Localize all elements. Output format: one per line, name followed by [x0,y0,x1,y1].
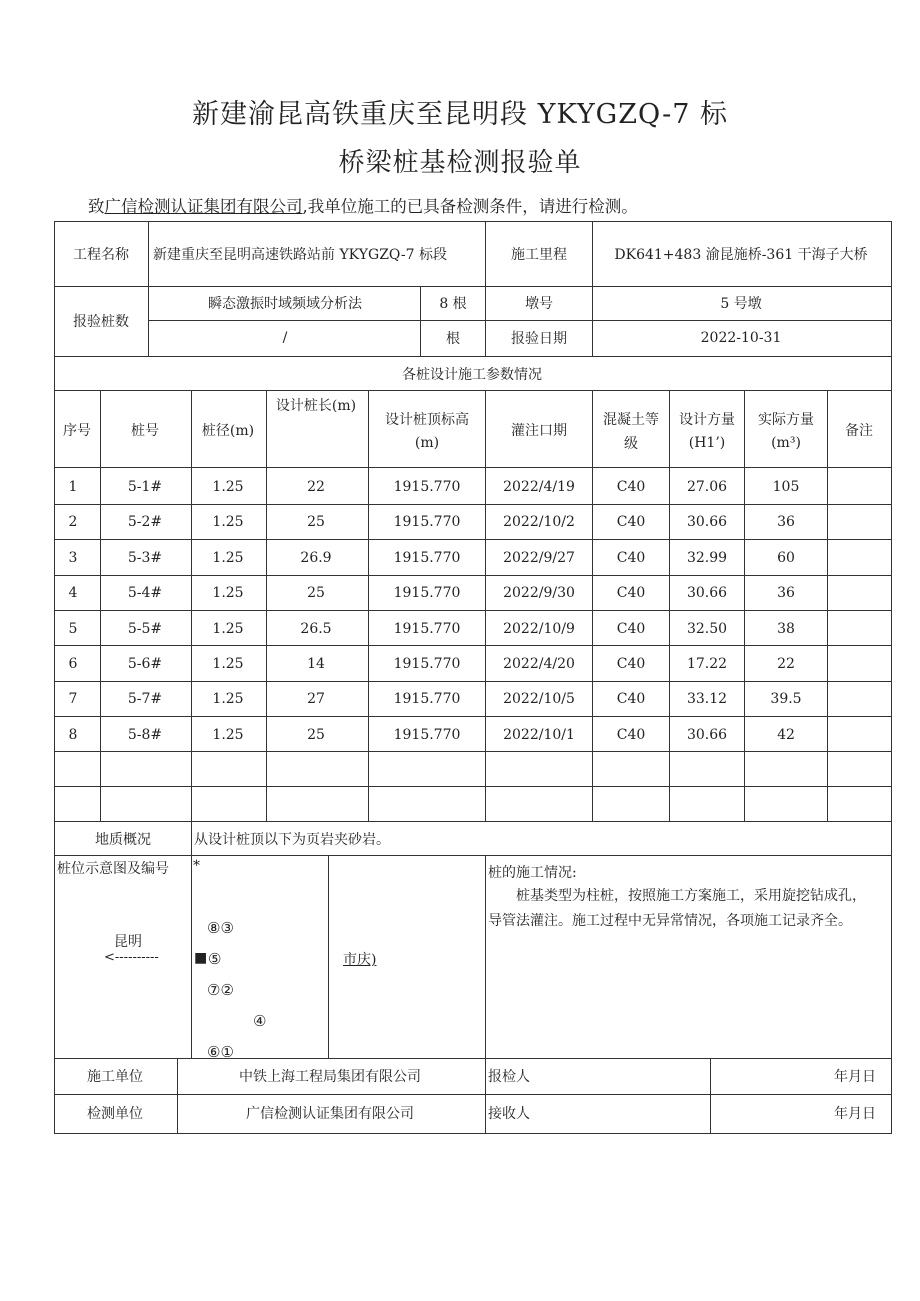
pile-4: ④ [253,1012,267,1030]
grid-line [485,390,486,822]
count1: 8 根 [439,296,467,312]
grid-line [54,504,892,505]
construction-line2: 导管法灌注。施工过程中无异常情况，各项施工记录齐全。 [488,913,852,929]
cell-conc: C40 [616,726,646,743]
cell-pile: 5-2# [127,514,163,531]
grid-line [191,390,192,822]
grid-line [148,221,149,357]
col-concrete-2: 级 [624,436,638,452]
col-concrete-1: 混凝土等 [603,412,659,428]
cell-dia: 1.25 [212,585,244,602]
grid-line [485,855,486,1059]
test-unit-label: 检测单位 [87,1106,143,1122]
cell-conc: C40 [616,656,646,672]
grid-line [54,221,55,1134]
cell-dia: 1.25 [212,691,244,708]
cell-dia: 1.25 [212,549,244,566]
col-len: 设计桩长(m) [275,398,357,414]
date-value: 2022-10-31 [700,330,782,346]
section-title: 各桩设计施工参数情况 [402,367,542,383]
cell-no: 3 [68,549,78,566]
col-avol-2: (m³) [771,435,801,451]
cell-top: 1915.770 [393,479,461,495]
cell-conc: C40 [616,585,646,602]
date-label: 报验日期 [511,331,567,347]
cell-dvol: 30.66 [686,514,728,531]
cell-dia: 1.25 [212,620,244,637]
cell-avol: 39.5 [770,691,802,708]
test-unit-value: 广信检测认证集团有限公司 [246,1106,414,1122]
col-remark: 备注 [845,423,873,439]
kunming-label: 昆明 [114,934,142,950]
pile-5: ⑤ [208,950,222,968]
grid-line [54,855,892,856]
grid-line [328,855,329,1059]
unit-value: 中铁上海工程局集团有限公司 [239,1069,421,1085]
grid-line [368,390,369,822]
receiver-label: 接收人 [488,1106,530,1122]
cell-top: 1915.770 [393,585,461,602]
cell-avol: 22 [777,656,795,672]
cell-dvol: 32.99 [686,549,728,566]
geology-value: 从设计桩顶以下为页岩夹砂岩。 [194,832,390,848]
grid-line [148,320,892,321]
col-dvol-2: (H1’) [688,435,726,451]
grid-line [54,681,892,682]
cell-top: 1915.770 [393,726,461,743]
col-no: 序号 [63,423,91,439]
mileage-value: DK641+483 渝昆施桥-361 干海子大桥 [614,247,868,263]
cell-len: 26.9 [300,549,332,566]
cell-no: 2 [68,514,78,531]
cell-pile: 5-4# [127,585,163,602]
cell-top: 1915.770 [393,620,461,637]
cell-len: 22 [307,479,325,495]
grid-line [54,539,892,540]
cell-date: 2022/10/9 [503,620,575,637]
cell-conc: C40 [616,479,646,495]
cell-dvol: 30.66 [686,585,728,602]
grid-line [54,786,892,787]
cell-pile: 5-6# [127,656,163,672]
col-pour: 灌注口期 [511,423,567,439]
grid-line [54,1094,892,1095]
inspector-label: 报检人 [488,1069,530,1085]
grid-line [710,1058,711,1134]
cell-pile: 5-1# [127,479,163,495]
pile-8-3: ⑧③ [207,919,234,937]
grid-line [54,751,892,752]
cell-avol: 105 [772,479,800,495]
cell-no: 6 [68,656,78,672]
cell-conc: C40 [616,514,646,531]
grid-line [177,1058,178,1134]
cell-date: 2022/4/19 [503,479,575,495]
cell-date: 2022/9/27 [503,549,575,566]
cell-no: 5 [68,620,78,637]
form-title-line1: 新建渝昆高铁重庆至昆明段 YKYGZQ-7 标 [191,99,728,130]
pile-6-1: ⑥① [207,1043,234,1061]
cell-no: 4 [68,585,78,602]
cell-pile: 5-7# [127,691,163,708]
cell-dvol: 30.66 [686,726,728,743]
recipient-company: 广信检测认证集团有限公司 [104,197,303,216]
cell-pile: 5-3# [127,549,163,566]
cell-dvol: 17.22 [686,656,728,672]
grid-line [54,467,892,468]
cell-len: 25 [307,514,325,531]
cell-top: 1915.770 [393,656,461,672]
cell-date: 2022/10/2 [503,514,575,531]
method2: / [282,330,288,346]
grid-line [592,390,593,822]
grid-line [54,1058,892,1059]
cell-no: 1 [68,479,78,495]
construction-line1: 桩基类型为柱桩，按照施工方案施工，采用旋挖钻成孔， [516,888,866,904]
project-label: 工程名称 [73,247,129,263]
geology-label: 地质概况 [95,832,151,848]
grid-line [100,390,101,822]
grid-line [420,286,421,357]
form-title-line2: 桥梁桩基检测报验单 [338,148,582,178]
intro-prefix: 致 [88,197,105,216]
col-top-2: (m) [414,435,440,451]
mileage-label: 施工里程 [511,247,567,263]
cell-conc: C40 [616,691,646,708]
cell-conc: C40 [616,620,646,637]
receiver-date: 年月日 [834,1106,876,1122]
count2: 根 [446,331,460,347]
col-dia: 桩径(m) [201,423,255,439]
cell-len: 14 [307,656,325,672]
cell-pile: 5-5# [127,620,163,637]
grid-line [54,610,892,611]
direction-arrow: <---------- [104,950,159,965]
cell-len: 25 [307,726,325,743]
cell-date: 2022/10/5 [503,691,575,708]
cell-pile: 5-8# [127,726,163,743]
count-label: 报验桩数 [73,314,129,330]
cell-avol: 42 [777,726,795,743]
cell-no: 7 [68,691,78,708]
pier-label: 墩号 [525,296,553,312]
cell-date: 2022/9/30 [503,585,575,602]
cell-dvol: 27.06 [686,479,728,495]
cell-dvol: 33.12 [686,691,728,708]
sketch-label: 桩位示意图及编号 [57,861,169,877]
pier-value: 5 号墩 [720,296,762,312]
unit-label: 施工单位 [87,1069,143,1085]
cell-dia: 1.25 [212,479,244,495]
cell-avol: 36 [777,514,795,531]
grid-line [744,390,745,822]
method1: 瞬态激振时域频域分析法 [208,296,362,312]
grid-line [485,1058,486,1134]
grid-line [54,221,892,222]
intro-line [88,193,638,217]
cell-len: 26.5 [300,620,332,637]
col-dvol-1: 设计方量 [679,412,735,428]
intro-suffix: ,我单位施工的已具备检测条件，请进行检测。 [302,197,638,216]
cell-no: 8 [68,726,78,743]
grid-line [54,1133,892,1134]
cell-conc: C40 [616,549,646,566]
cell-top: 1915.770 [393,549,461,566]
grid-line [54,645,892,646]
cell-date: 2022/4/20 [503,656,575,672]
grid-line [54,356,892,357]
grid-line [191,821,192,1059]
cell-len: 27 [307,691,325,708]
cell-date: 2022/10/1 [503,726,575,743]
grid-line [54,390,892,391]
grid-line [54,286,892,287]
cell-avol: 36 [777,585,795,602]
inspector-date: 年月日 [834,1069,876,1085]
grid-line [827,390,828,822]
col-avol-1: 实际方量 [758,412,814,428]
cell-dia: 1.25 [212,726,244,743]
cell-len: 25 [307,585,325,602]
grid-line [266,390,267,822]
chongqing-label: 市庆) [343,952,377,968]
cell-avol: 60 [777,549,795,566]
construction-title: 桩的施工情况: [488,865,577,881]
pile-square: ■ [194,950,208,966]
cell-top: 1915.770 [393,514,461,531]
project-value: 新建重庆至昆明高速铁路站前 YKYGZQ-7 标段 [152,247,448,263]
grid-line [592,221,593,357]
cell-avol: 38 [777,620,795,637]
grid-line [485,221,486,357]
grid-line [891,221,892,1134]
cell-dvol: 32.50 [686,620,728,637]
col-top-1: 设计桩顶标高 [385,412,469,428]
cell-dia: 1.25 [212,656,244,672]
pile-7-2: ⑦② [207,981,234,999]
cell-top: 1915.770 [393,691,461,708]
grid-line [54,821,892,822]
grid-line [54,716,892,717]
sketch-star: * [193,858,200,874]
grid-line [54,575,892,576]
grid-line [669,390,670,822]
col-pile: 桩号 [131,423,159,439]
cell-dia: 1.25 [212,514,244,531]
